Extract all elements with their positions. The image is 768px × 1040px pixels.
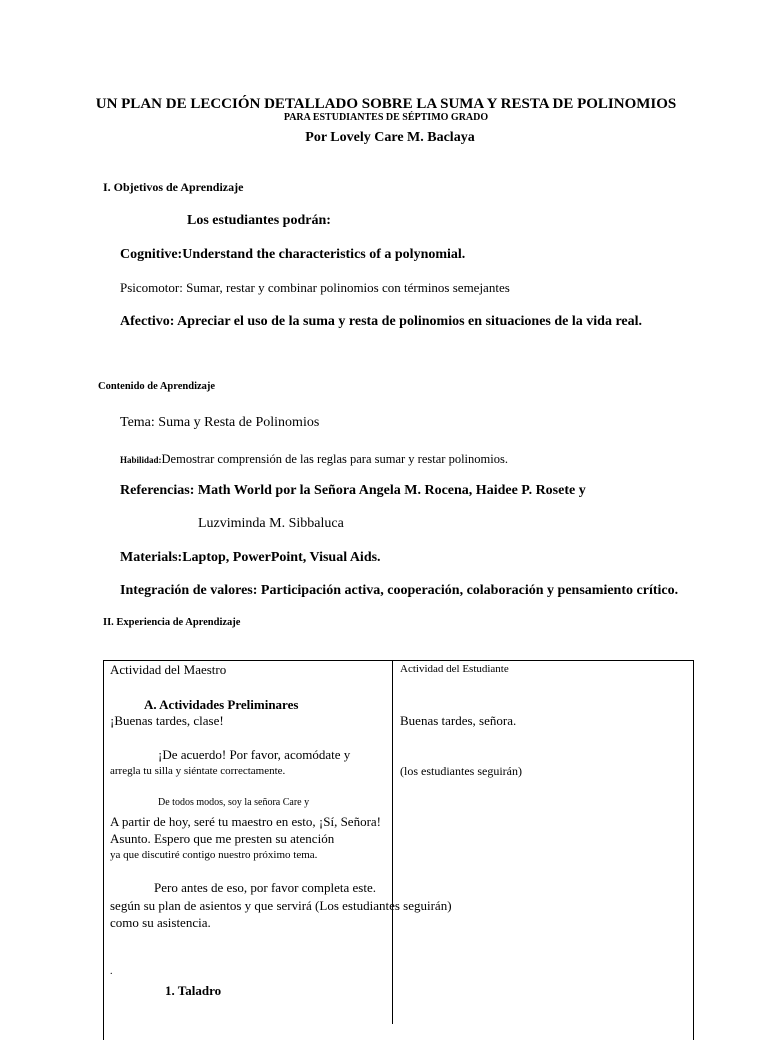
objective-cognitive: Cognitive:Understand the characteristics of a polynomial. bbox=[120, 247, 466, 262]
student-column-header: Actividad del Estudiante bbox=[400, 663, 509, 675]
table-column-divider bbox=[392, 660, 393, 1024]
content-references: Referencias: Math World por la Señora Angela M. Rocena, Haidee P. Rosete y bbox=[120, 483, 586, 498]
content-skill bbox=[120, 450, 508, 468]
student-greeting: Buenas tardes, señora. bbox=[400, 713, 517, 728]
item-1-drill: 1. Taladro bbox=[165, 983, 222, 998]
content-materials: Materials:Laptop, PowerPoint, Visual Aids. bbox=[120, 550, 381, 565]
skill-text: Demostrar comprensión de las reglas para sumar y restar polinomios. bbox=[161, 452, 508, 466]
objectives-intro: Los estudiantes podrán: bbox=[187, 213, 331, 228]
objective-affective: Afectivo: Apreciar el uso de la suma y resta de polinomios en situaciones de la vida real. bbox=[120, 314, 643, 329]
teacher-line-3a: De todos modos, soy la señora Care y bbox=[158, 797, 310, 808]
experience-heading: II. Experiencia de Aprendizaje bbox=[103, 617, 241, 628]
teacher-greeting: ¡Buenas tardes, clase! bbox=[110, 713, 224, 728]
content-heading: Contenido de Aprendizaje bbox=[98, 381, 216, 392]
stray-dot: . bbox=[110, 966, 113, 977]
teacher-line-3c: Asunto. Espero que me presten su atención bbox=[110, 831, 335, 846]
teacher-line-4c: como su asistencia. bbox=[110, 915, 211, 930]
content-values: Integración de valores: Participación activa, cooperación, colaboración y pensamiento crítico. bbox=[120, 583, 679, 598]
section-a-heading: A. Actividades Preliminares bbox=[144, 697, 299, 712]
content-topic: Tema: Suma y Resta de Polinomios bbox=[120, 415, 320, 430]
teacher-line-4a: Pero antes de eso, por favor completa este. bbox=[154, 880, 377, 895]
document-subtitle: PARA ESTUDIANTES DE SÉPTIMO GRADO bbox=[283, 112, 489, 123]
student-line-2: (los estudiantes seguirán) bbox=[400, 764, 522, 778]
teacher-line-3d: ya que discutiré contigo nuestro próximo tema. bbox=[110, 849, 318, 861]
teacher-column-header: Actividad del Maestro bbox=[110, 662, 227, 677]
objective-psychomotor: Psicomotor: Sumar, restar y combinar polinomios con términos semejantes bbox=[120, 280, 510, 295]
objectives-heading: I. Objetivos de Aprendizaje bbox=[103, 180, 244, 194]
teacher-line-2a: ¡De acuerdo! Por favor, acomódate y bbox=[158, 747, 351, 762]
document-title: UN PLAN DE LECCIÓN DETALLADO SOBRE LA SUMA Y RESTA DE POLINOMIOS bbox=[95, 96, 677, 112]
teacher-line-4b: según su plan de asientos y que servirá (Los estudiantes seguirán) bbox=[110, 898, 452, 913]
teacher-line-2b: arregla tu silla y siéntate correctamente. bbox=[110, 765, 286, 777]
teacher-line-3b: A partir de hoy, seré tu maestro en esto, ¡Sí, Señora! bbox=[110, 814, 382, 829]
skill-label: Habilidad: bbox=[120, 455, 162, 465]
content-references-cont: Luzviminda M. Sibbaluca bbox=[198, 516, 344, 531]
document-author: Por Lovely Care M. Baclaya bbox=[305, 130, 475, 145]
